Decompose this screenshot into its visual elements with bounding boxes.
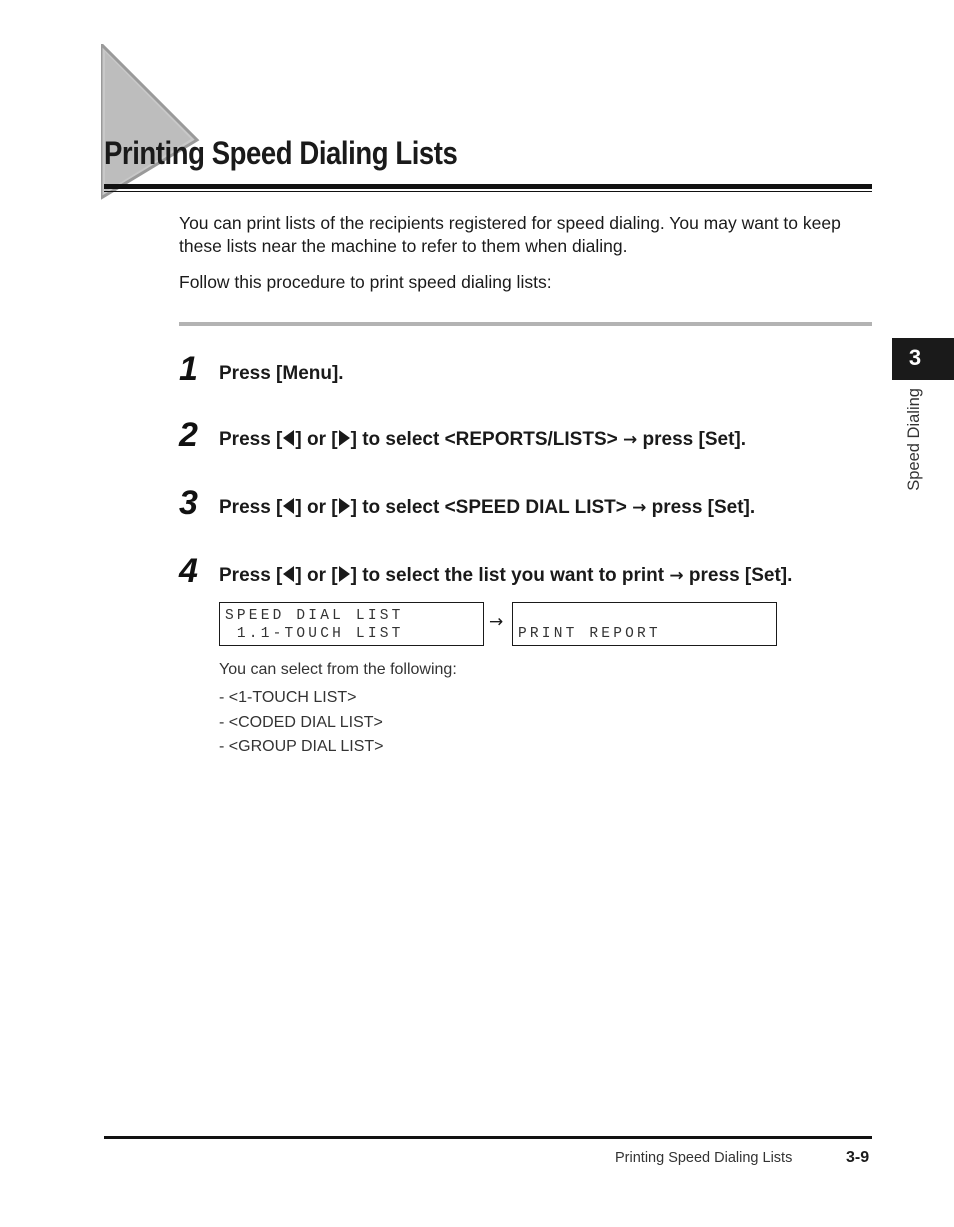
lcd-display-speed-dial-list <box>219 602 484 646</box>
title-rule-thin <box>104 191 872 192</box>
list-item: - <GROUP DIAL LIST> <box>219 738 384 755</box>
left-arrow-icon <box>283 566 294 582</box>
lcd-line-1: SPEED DIAL LIST <box>225 608 404 624</box>
page-title: Printing Speed Dialing Lists <box>104 135 458 171</box>
then-arrow-icon: → <box>669 566 684 586</box>
footer-rule <box>104 1136 872 1139</box>
then-arrow-icon: → <box>632 498 647 518</box>
right-arrow-icon <box>339 430 350 446</box>
step-text <box>219 565 792 588</box>
step-text-suffix: press [Set]. <box>683 565 793 586</box>
chapter-side-label: Speed Dialing <box>905 388 923 491</box>
chapter-number: 3 <box>908 345 922 370</box>
list-item: - <CODED DIAL LIST> <box>219 713 383 731</box>
step-text-middle: ] to select the list you want to print <box>350 565 670 586</box>
step-number: 3 <box>179 484 198 522</box>
lcd-display-print-report <box>512 602 777 646</box>
step-text-mid: ] or [ <box>295 429 338 450</box>
step-text-prefix: Press [ <box>219 497 283 518</box>
chapter-tab <box>892 338 954 380</box>
step-4 <box>179 548 792 588</box>
display-transition-arrow-icon: → <box>489 612 504 632</box>
left-arrow-icon <box>283 498 294 514</box>
lcd-line-2: PRINT REPORT <box>518 626 661 642</box>
procedure-intro: Follow this procedure to print speed dialing lists: <box>179 272 552 292</box>
then-arrow-icon: → <box>623 430 638 450</box>
page-number: 3-9 <box>846 1149 870 1166</box>
step-text-prefix: Press [ <box>219 429 283 450</box>
step-text-middle: ] to select <REPORTS/LISTS> <box>350 429 623 450</box>
step-text <box>219 429 746 452</box>
step-2 <box>179 412 746 452</box>
step-text-mid: ] or [ <box>295 497 338 518</box>
lcd-line-2: 1.1-TOUCH LIST <box>225 626 404 642</box>
step-text-suffix: press [Set]. <box>637 429 747 450</box>
step-text-prefix: Press [ <box>219 565 283 586</box>
step-text-suffix: press [Set]. <box>646 497 756 518</box>
footer-title: Printing Speed Dialing Lists <box>615 1150 793 1166</box>
step-number: 4 <box>179 552 198 590</box>
list-item: - <1-TOUCH LIST> <box>219 689 357 706</box>
step-1 <box>179 346 344 386</box>
options-intro: You can select from the following: <box>219 661 457 678</box>
step-number: 2 <box>179 416 198 454</box>
step-text-middle: ] to select <SPEED DIAL LIST> <box>350 497 633 518</box>
step-number: 1 <box>179 350 198 388</box>
intro-paragraph: You can print lists of the recipients registered for speed dialing. You may want to keep these lists near the machine to refer to them when dialing. <box>179 213 841 256</box>
chapter-side-label-wrap <box>905 388 929 510</box>
step-text-mid: ] or [ <box>295 565 338 586</box>
right-arrow-icon <box>339 498 350 514</box>
title-arrow-graphic <box>101 44 203 202</box>
options-list <box>219 686 384 760</box>
step-text: Press [Menu]. <box>219 363 344 384</box>
step-3 <box>179 480 755 520</box>
section-divider <box>179 322 872 326</box>
step-text <box>219 497 755 520</box>
title-rule <box>104 184 872 189</box>
left-arrow-icon <box>283 430 294 446</box>
right-arrow-icon <box>339 566 350 582</box>
